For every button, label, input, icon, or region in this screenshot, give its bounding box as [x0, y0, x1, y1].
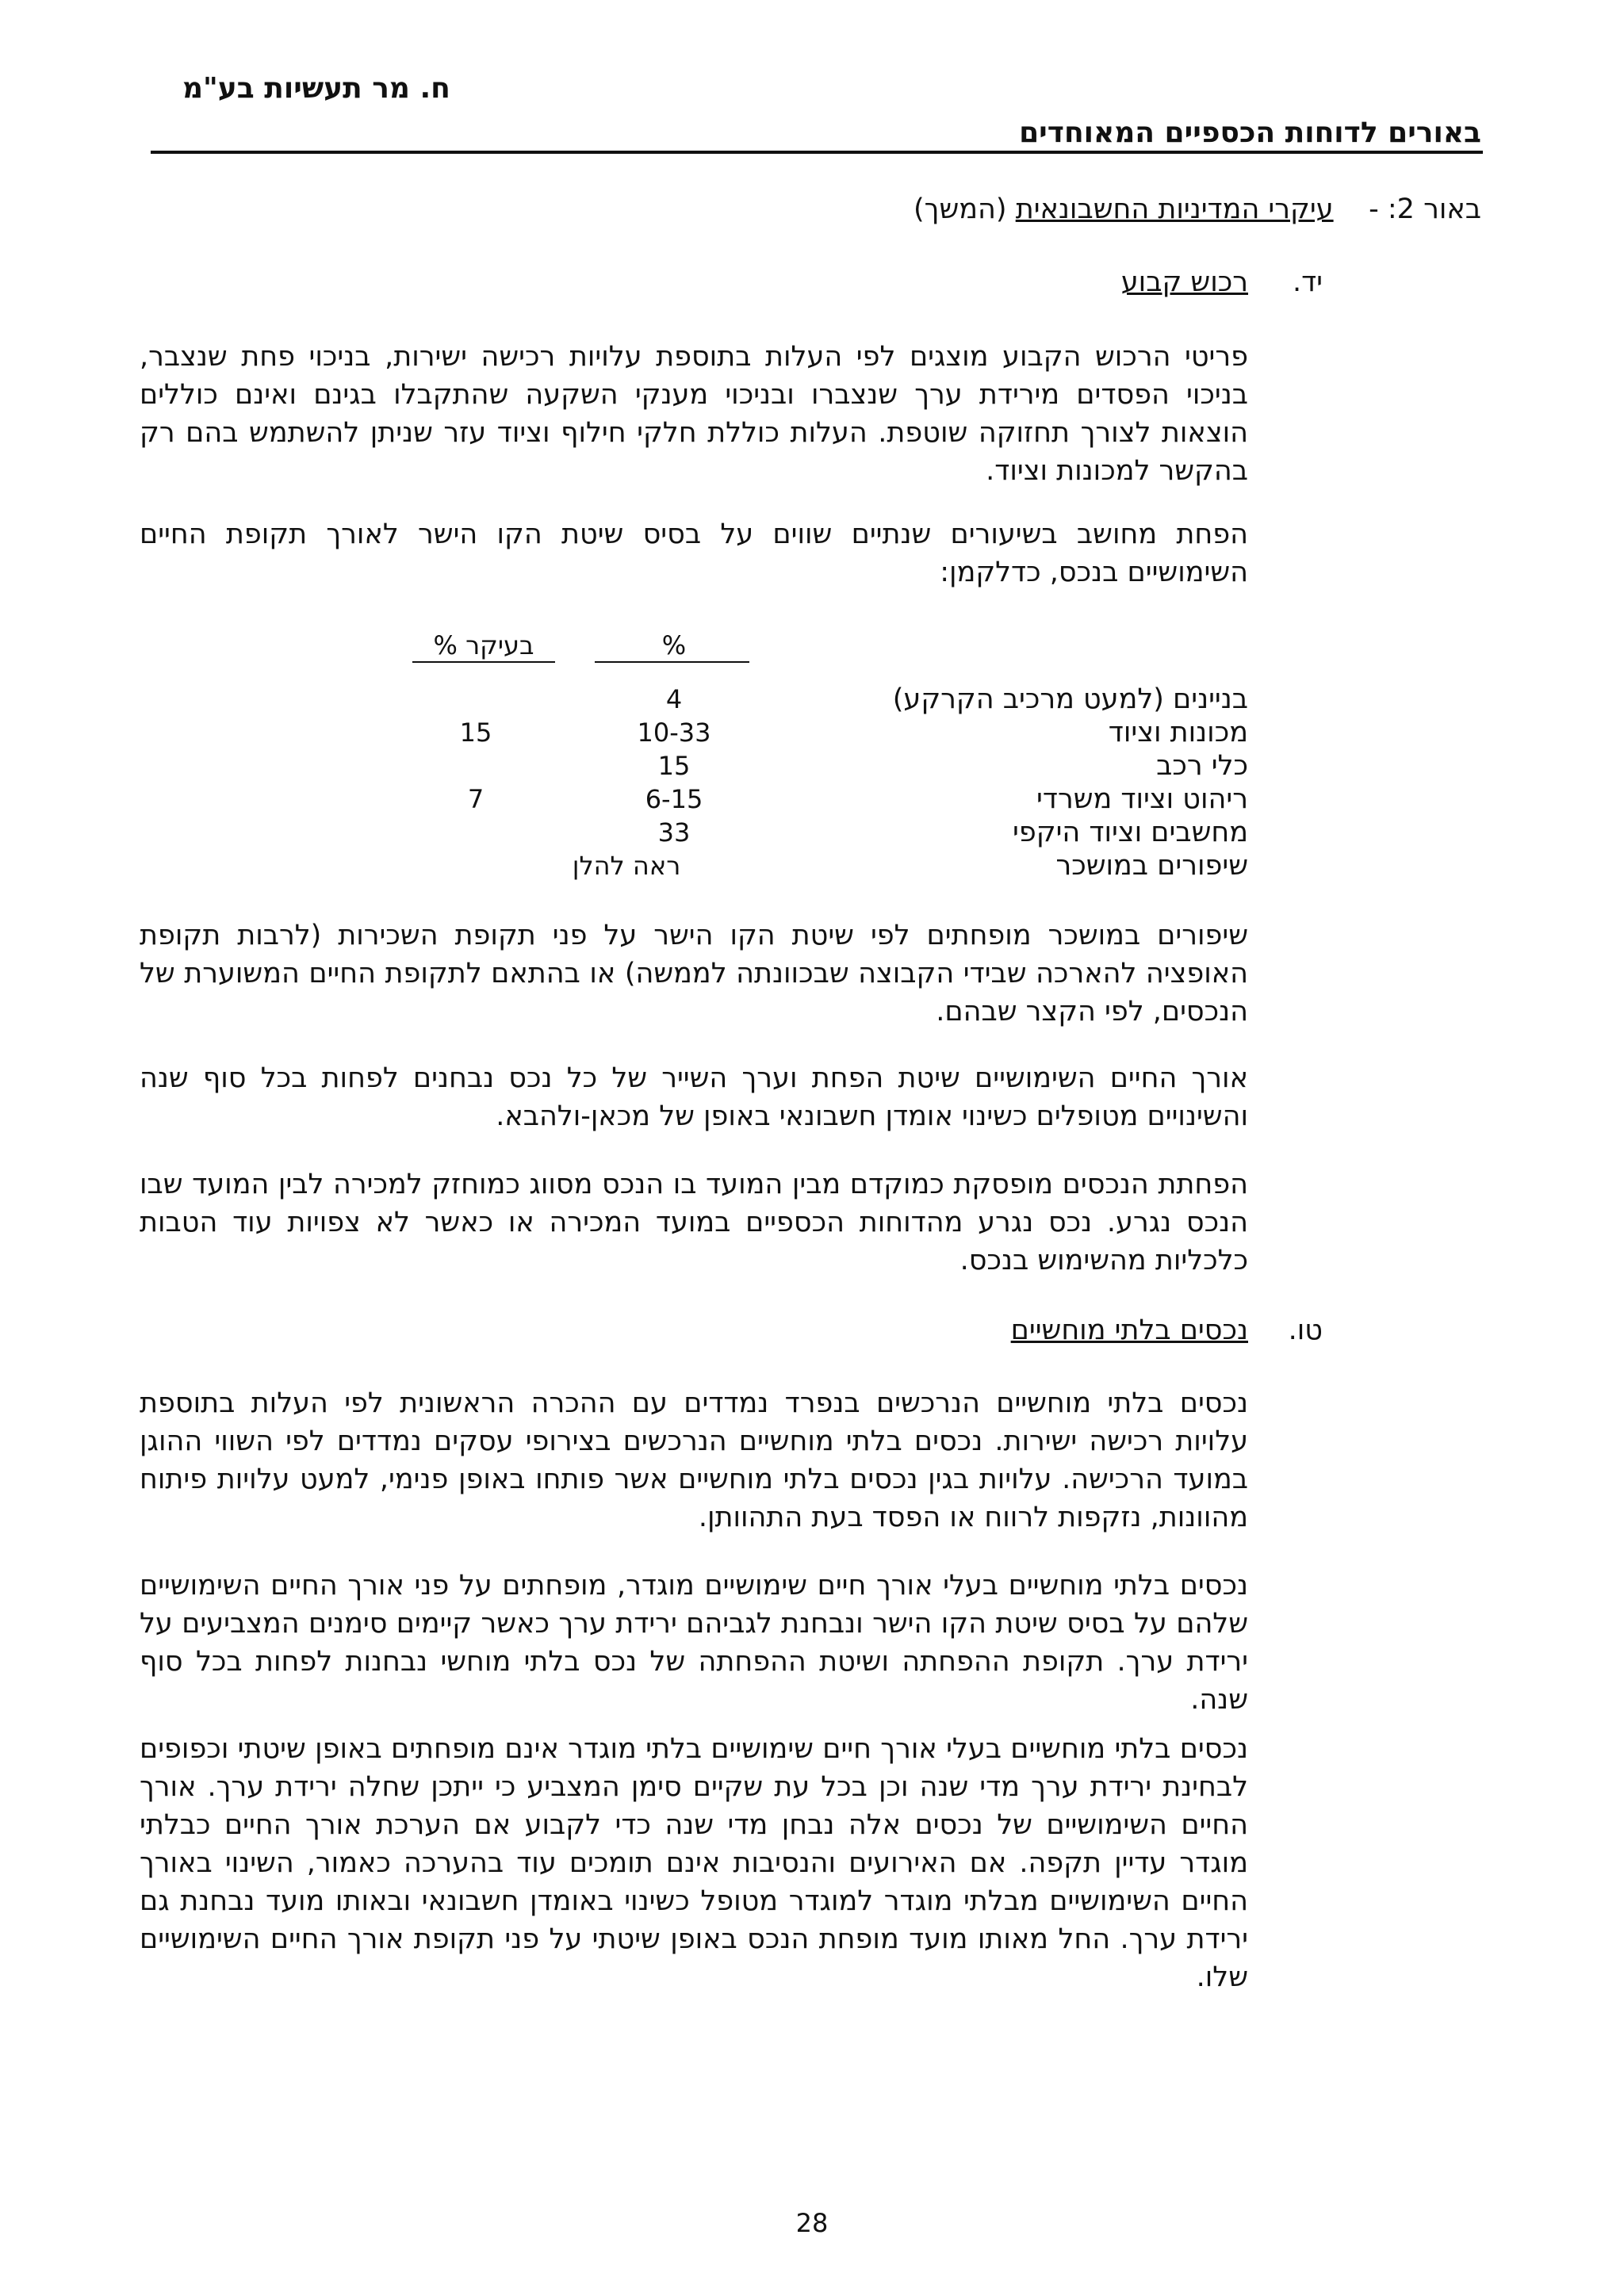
table-row-pct: 33 [657, 817, 691, 848]
section-tv-paragraph-3: נכסים בלתי מוחשיים בעלי אורך חיים שימושיים בלתי מוגדר אינם מופחתים באופן שיטתי וכפופים לבחינת ירידת ערך מדי שנה וכן בכל עת שקיים סימן המצביע כי ייתכן שחלה ירידת ערך. אורך החיים השימושיים של נכסים אלה נבחן מדי שנה כדי לקבוע אם הערכת אורך החיים כבלתי מוגדר עדיין תקפה. אם האירועים והנסיבות אינם תומכים עוד בהערכה כאמור, השינוי באורך החיים השימושיים מבלתי מוגדר למוגדר מטופל כשינוי באומדן חשבונאי ובאותו מועד נבחנת גם ירידת ערך. החל מאותו מועד מופחת הנכס באופן שיטתי על פני תקופת אורך החיים השימושיים שלו. [140, 1733, 1248, 1993]
table-row-label: כלי רכב [1156, 750, 1248, 782]
table-row-pct: 6-15 [645, 784, 703, 814]
table-row-label: בניינים (למעט מרכיב הקרקע) [892, 683, 1248, 715]
section-yd-number: יד. [1292, 266, 1323, 298]
note-heading [914, 190, 1481, 228]
table-header-main-underline [412, 661, 555, 663]
table-header-pct: % [661, 630, 687, 660]
section-yd-paragraph-1: פריטי הרכוש הקבוע מוצגים לפי העלות בתוספת עלויות רכישה ישירות, בניכוי פחת שנצבר, בניכוי הפסדים מירידת ערך שנצברו ובניכוי מענקי השקעה שהתקבלו בגינם ואינם כוללים הוצאות לצורך תחזוקה שוטפת. העלות כוללת חלקי חילוף וציוד עזר שניתן להשתמש בהם רק בהקשר למכונות וציוד. [140, 341, 1248, 487]
table-header-pct-underline [595, 661, 749, 663]
note-number: באור 2: - [1369, 193, 1481, 225]
table-row-label: מחשבים וציוד היקפי [1013, 817, 1248, 848]
section-tv-title: נכסים בלתי מוחשיים [1010, 1314, 1248, 1346]
table-row-main: 15 [459, 718, 492, 748]
table-row-pct: 10-33 [637, 718, 711, 748]
section-yd-title: רכוש קבוע [1120, 266, 1248, 298]
section-tv-number: טו. [1288, 1314, 1323, 1346]
table-row-pct: 4 [665, 684, 683, 714]
section-tv-paragraph-2: נכסים בלתי מוחשיים בעלי אורך חיים שימושיים מוגדר, מופחתים על פני אורך החיים השימושיים שלהם על בסיס שיטת הקו הישר ונבחנת לגביהם ירידת ערך כאשר קיימים סימנים המצביעים על ירידת ערך. תקופת ההפחתה ושיטת ההפחתה של נכס בלתי מוחשי נבחנות לפחות בכל סוף שנה. [140, 1570, 1248, 1716]
note-continued: (המשך) [914, 193, 1007, 225]
note-title: עיקרי המדיניות החשבונאית [1015, 193, 1334, 225]
header-divider [151, 151, 1483, 154]
section-tv-paragraph-1: נכסים בלתי מוחשיים הנרכשים בנפרד נמדדים עם ההכרה הראשונית לפי העלות בתוספת עלויות רכישה ישירות. נכסים בלתי מוחשיים הנרכשים בצירופי עסקים נמדדים לפי השווי ההוגן במועד הרכישה. עלויות בגין נכסים בלתי מוחשיים אשר פותחו באופן פנימי, למעט עלויות פיתוח מהוונות, נזקפות לרווח או הפסד בעת התהוותן. [140, 1387, 1248, 1533]
section-yd-paragraph-5: הפחתת הנכסים מופסקת כמוקדם מבין המועד בו הנכס מסווג כמוחזק למכירה לבין המועד שבו הנכס נגרע. נכס נגרע מהדוחות הכספיים במועד המכירה או כאשר לא צפויות עוד הטבות כלכליות מהשימוש בנכס. [140, 1169, 1248, 1276]
table-row-label: שיפורים במושכר [1055, 850, 1248, 882]
section-yd-paragraph-2: הפחת מחושב בשיעורים שנתיים שווים על בסיס שיטת הקו הישר לאורך תקופת החיים השימושיים בנכס, כדלקמן: [140, 519, 1248, 588]
table-row-label: ריהוט וציוד משרדי [1036, 783, 1248, 815]
table-header-main: בעיקר % [433, 630, 534, 660]
table-row-label: מכונות וציוד [1108, 717, 1248, 748]
table-row-main: 7 [467, 784, 485, 814]
section-yd-paragraph-3: שיפורים במושכר מופחתים לפי שיטת הקו הישר על פני תקופת השכירות (לרבות תקופת האופציה להארכה שבידי הקבוצה שבכוונתה לממשה) או בהתאם לתקופת החיים המשוערת של הנכסים, לפי הקצר שבהם. [140, 920, 1248, 1027]
report-title: באורים לדוחות הכספיים המאוחדים [1019, 117, 1481, 149]
page-number: 28 [795, 2208, 829, 2238]
company-name: ח. מר תעשיות בע"מ [182, 72, 450, 105]
section-yd-paragraph-4: אורך החיים השימושיים שיטת הפחת וערך השייר של כל נכס נבחנים לפחות בכל סוף שנה והשינויים מטופלים כשינוי אומדן חשבונאי באופן של מכאן-ולהבא. [140, 1062, 1248, 1132]
table-row-see-below: ראה להלן [572, 851, 681, 881]
table-row-pct: 15 [657, 751, 691, 781]
